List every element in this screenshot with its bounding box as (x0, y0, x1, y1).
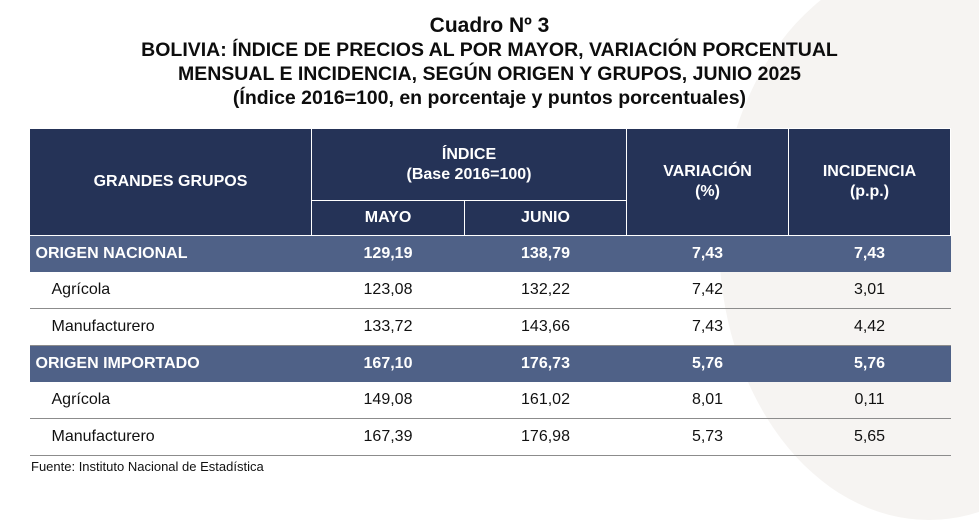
table-row (30, 309, 951, 346)
cell-variacion: 7,42 (627, 272, 789, 309)
row-label: Manufacturero (30, 309, 312, 346)
cell-mayo: 129,19 (312, 236, 465, 273)
cell-incidencia: 0,11 (789, 382, 951, 419)
table-title-line: BOLIVIA: ÍNDICE DE PRECIOS AL POR MAYOR, VARIACIÓN PORCENTUAL (141, 39, 838, 61)
header-variacion-unit: (%) (695, 183, 720, 200)
cell-junio: 143,66 (465, 309, 627, 346)
cell-junio: 132,22 (465, 272, 627, 309)
row-label: ORIGEN NACIONAL (30, 236, 312, 273)
cell-variacion: 5,76 (627, 346, 789, 383)
cell-junio: 161,02 (465, 382, 627, 419)
cell-mayo: 123,08 (312, 272, 465, 309)
cell-mayo: 167,10 (312, 346, 465, 383)
cell-mayo: 149,08 (312, 382, 465, 419)
cell-incidencia: 4,42 (789, 309, 951, 346)
header-incidencia-label: INCIDENCIA (822, 163, 917, 180)
price-index-table (29, 128, 951, 456)
header-variacion (627, 129, 789, 236)
cell-junio: 176,73 (465, 346, 627, 383)
header-indice-base: (Base 2016=100) (406, 165, 532, 183)
table-row (30, 382, 951, 419)
header-grandes-grupos: GRANDES GRUPOS (30, 129, 312, 236)
row-label: Agrícola (30, 272, 312, 309)
cell-variacion: 7,43 (627, 309, 789, 346)
cell-incidencia: 5,65 (789, 419, 951, 456)
cell-variacion: 8,01 (627, 382, 789, 419)
cell-incidencia: 3,01 (789, 272, 951, 309)
header-incidencia (789, 129, 951, 236)
cell-mayo: 133,72 (312, 309, 465, 346)
header-indice (312, 129, 627, 201)
source-note: Fuente: Instituto Nacional de Estadística (31, 459, 264, 474)
header-incidencia-unit: (p.p.) (849, 183, 890, 200)
table-row (30, 272, 951, 309)
table-number: Cuadro Nº 3 (429, 14, 550, 37)
cell-junio: 176,98 (465, 419, 627, 456)
table-title-line: MENSUAL E INCIDENCIA, SEGÚN ORIGEN Y GRUPOS, JUNIO 2025 (177, 63, 802, 85)
cell-incidencia: 5,76 (789, 346, 951, 383)
cell-incidencia: 7,43 (789, 236, 951, 273)
table-row-origen-importado (30, 346, 951, 383)
header-indice-label: ÍNDICE (441, 145, 497, 163)
cell-variacion: 5,73 (627, 419, 789, 456)
cell-mayo: 167,39 (312, 419, 465, 456)
table-row-origen-nacional (30, 236, 951, 273)
header-mayo: MAYO (312, 201, 465, 236)
table-row (30, 419, 951, 456)
cell-junio: 138,79 (465, 236, 627, 273)
row-label: ORIGEN IMPORTADO (30, 346, 312, 383)
row-label: Agrícola (30, 382, 312, 419)
table-subtitle: (Índice 2016=100, en porcentaje y puntos porcentuales) (232, 87, 747, 109)
header-variacion-label: VARIACIÓN (663, 163, 752, 180)
row-label: Manufacturero (30, 419, 312, 456)
table-title-block (0, 0, 979, 110)
cell-variacion: 7,43 (627, 236, 789, 273)
header-junio: JUNIO (465, 201, 627, 236)
